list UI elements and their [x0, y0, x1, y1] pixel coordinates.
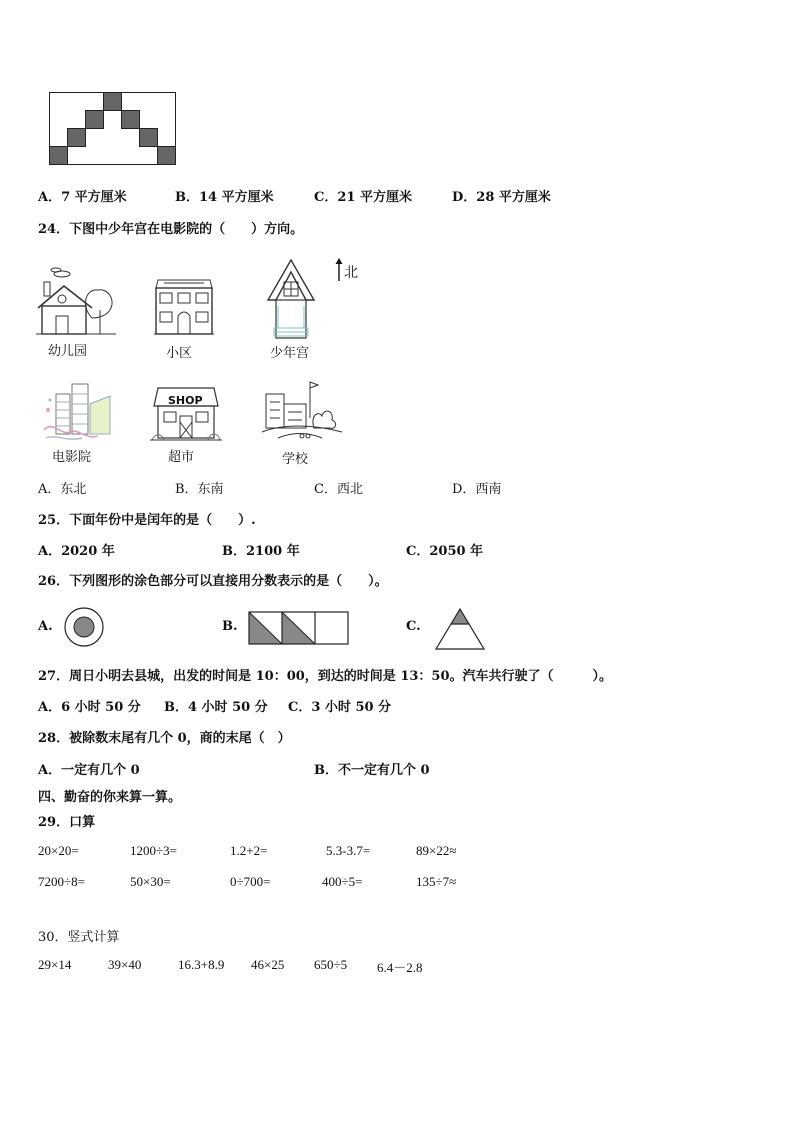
q30-item: 6.4－2.8	[377, 960, 423, 975]
q26-option-a: A.	[38, 619, 53, 634]
shaded-squares-figure	[248, 611, 350, 645]
place-label-residential: 小区	[166, 346, 193, 361]
q24-option-a: A．东北	[38, 482, 87, 497]
q25-option-b: B．2100 年	[222, 544, 300, 559]
q30-item: 46×25	[251, 957, 285, 972]
q23-option-d: D．28 平方厘米	[452, 190, 551, 205]
q29-item: 400÷5=	[322, 874, 363, 889]
q23-option-c: C．21 平方厘米	[314, 190, 412, 205]
north-arrow-icon	[334, 258, 344, 282]
q25-option-a: A．2020 年	[38, 544, 115, 559]
kindergarten-icon	[36, 266, 116, 336]
north-label: 北	[344, 265, 358, 281]
q27-option-b: B．4 小时 50 分	[164, 700, 268, 715]
q27-option-c: C．3 小时 50 分	[288, 700, 392, 715]
place-label-youth-palace: 少年宫	[270, 346, 310, 361]
q26-stem: 26．下列图形的涂色部分可以直接用分数表示的是（ ）。	[38, 574, 388, 589]
q23-option-b: B．14 平方厘米	[175, 190, 274, 205]
school-icon	[262, 378, 342, 444]
q24-option-c: C．西北	[314, 482, 363, 497]
q29-item: 0÷700=	[230, 874, 271, 889]
q24-option-b: B．东南	[175, 482, 224, 497]
q25-option-c: C．2050 年	[406, 544, 484, 559]
q30-item: 650÷5	[314, 957, 348, 972]
q29-item: 20×20=	[38, 843, 79, 858]
residential-building-icon	[154, 280, 214, 336]
q28-stem: 28．被除数末尾有几个 0，商的末尾（ ）	[38, 731, 291, 746]
shaded-triangle-figure	[434, 607, 486, 651]
q26-option-b: B.	[222, 619, 238, 634]
q28-option-a: A．一定有几个 0	[38, 763, 140, 778]
q29-item: 5.3-3.7=	[326, 843, 371, 858]
q29-item: 135÷7≈	[416, 874, 457, 889]
q30-item: 39×40	[108, 957, 142, 972]
q29-item: 1.2+2=	[230, 843, 268, 858]
shaded-circle-figure	[64, 607, 104, 647]
q30-item: 29×14	[38, 957, 72, 972]
q27-stem: 27．周日小明去县城，出发的时间是 10：00，到达的时间是 13：50。汽车共行驶了（ ）。	[38, 669, 613, 684]
q29-item: 50×30=	[130, 874, 171, 889]
q27-option-a: A．6 小时 50 分	[38, 700, 141, 715]
q30-item: 16.3+8.9	[178, 957, 225, 972]
place-label-kindergarten: 幼儿园	[48, 344, 88, 359]
q23-option-a: A．7 平方厘米	[38, 190, 127, 205]
youth-palace-icon	[266, 258, 316, 340]
section-4-title: 四、勤奋的你来算一算。	[38, 790, 182, 805]
cinema-icon	[42, 380, 114, 444]
q24-option-d: D．西南	[452, 482, 502, 497]
q29-item: 7200÷8=	[38, 874, 85, 889]
q29-item: 1200÷3=	[130, 843, 177, 858]
shop-sign: SHOP	[168, 394, 203, 407]
place-label-supermarket: 超市	[168, 450, 195, 465]
place-label-school: 学校	[282, 452, 309, 467]
q25-stem: 25．下面年份中是闰年的是（ ）.	[38, 513, 256, 528]
q29-item: 89×22≈	[416, 843, 457, 858]
q24-stem: 24．下图中少年宫在电影院的（ ）方向。	[38, 222, 304, 237]
supermarket-icon	[150, 384, 222, 444]
q26-option-c: C.	[406, 619, 421, 634]
q30-title: 30．竖式计算	[38, 930, 120, 945]
staircase-figure	[49, 92, 177, 166]
place-label-cinema: 电影院	[52, 450, 92, 465]
q28-option-b: B．不一定有几个 0	[314, 763, 430, 778]
q29-title: 29．口算	[38, 815, 96, 830]
